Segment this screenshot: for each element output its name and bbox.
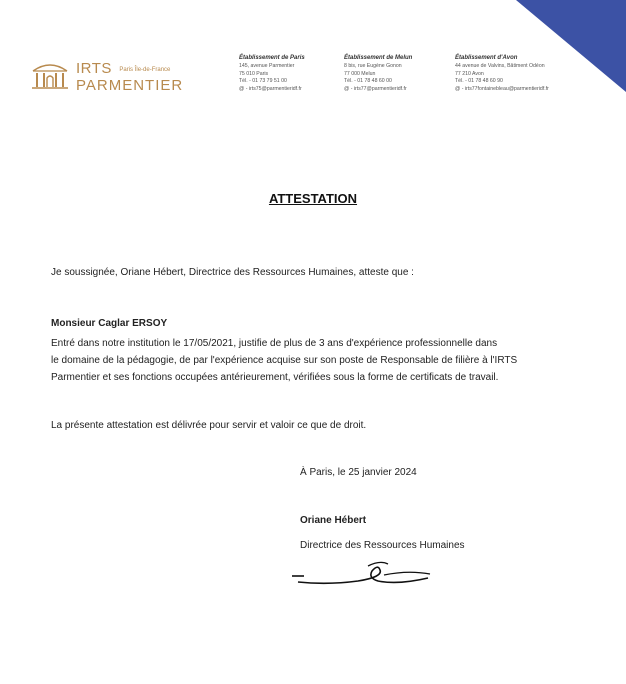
signatory-name: Oriane Hébert	[300, 515, 367, 526]
establishment-paris	[239, 55, 305, 93]
closing-text: La présente attestation est délivrée pour servir et valoir ce que de droit.	[51, 420, 367, 431]
logo-region: Paris Île-de-France	[119, 67, 171, 73]
body-line: le domaine de la pédagogie, de par l'expérience acquise sur son poste de Responsable de filière à l'IRTS	[51, 355, 518, 366]
establishment-title: Établissement d'Avon	[455, 55, 518, 61]
establishment-address: 145, avenue Parmentier	[239, 63, 295, 70]
establishment-email: @ - irts75@parmentieridf.fr	[239, 85, 302, 92]
place-date: À Paris, le 25 janvier 2024	[300, 467, 417, 478]
body-paragraph	[51, 335, 551, 386]
establishment-phone: Tél. - 01 73 79 51 00	[239, 78, 287, 85]
establishment-address: 8 bis, rue Eugène Gonon	[344, 63, 402, 70]
body-line: Entré dans notre institution le 17/05/2021, justifie de plus de 3 ans d'expérience professionnelle dans	[51, 338, 498, 349]
document-title: ATTESTATION	[268, 191, 358, 206]
irts-logo	[30, 61, 183, 93]
establishment-email: @ - irts77fontainebleau@parmentieridf.fr	[455, 85, 549, 92]
establishment-phone: Tél. - 01 78 48 60 90	[455, 78, 503, 85]
establishment-address: 44 avenue de Valvins, Bâtiment Odéon	[455, 63, 545, 70]
establishment-email: @ - irts77@parmentieridf.fr	[344, 85, 407, 92]
logo-irts: IRTS	[76, 60, 112, 77]
intro-text: Je soussignée, Oriane Hébert, Directrice des Ressources Humaines, atteste que :	[51, 267, 414, 278]
signatory-role: Directrice des Ressources Humaines	[300, 540, 465, 551]
establishment-melun	[344, 55, 412, 93]
building-logo-icon	[30, 61, 70, 91]
establishment-city: 77 000 Melun	[344, 70, 376, 77]
establishment-avon	[455, 55, 549, 93]
establishment-city: 77 210 Avon	[455, 70, 484, 77]
establishment-title: Établissement de Melun	[344, 55, 413, 61]
handwritten-signature	[288, 558, 438, 594]
establishment-phone: Tél. - 01 78 48 60 00	[344, 78, 392, 85]
establishment-title: Établissement de Paris	[239, 55, 305, 61]
body-line: Parmentier et ses fonctions occupées antérieurement, vérifiées sous la forme de certificats de travail.	[51, 372, 499, 383]
recipient-name: Monsieur Caglar ERSOY	[51, 318, 168, 329]
establishment-city: 75 010 Paris	[239, 70, 269, 77]
logo-name: PARMENTIER	[76, 77, 184, 94]
